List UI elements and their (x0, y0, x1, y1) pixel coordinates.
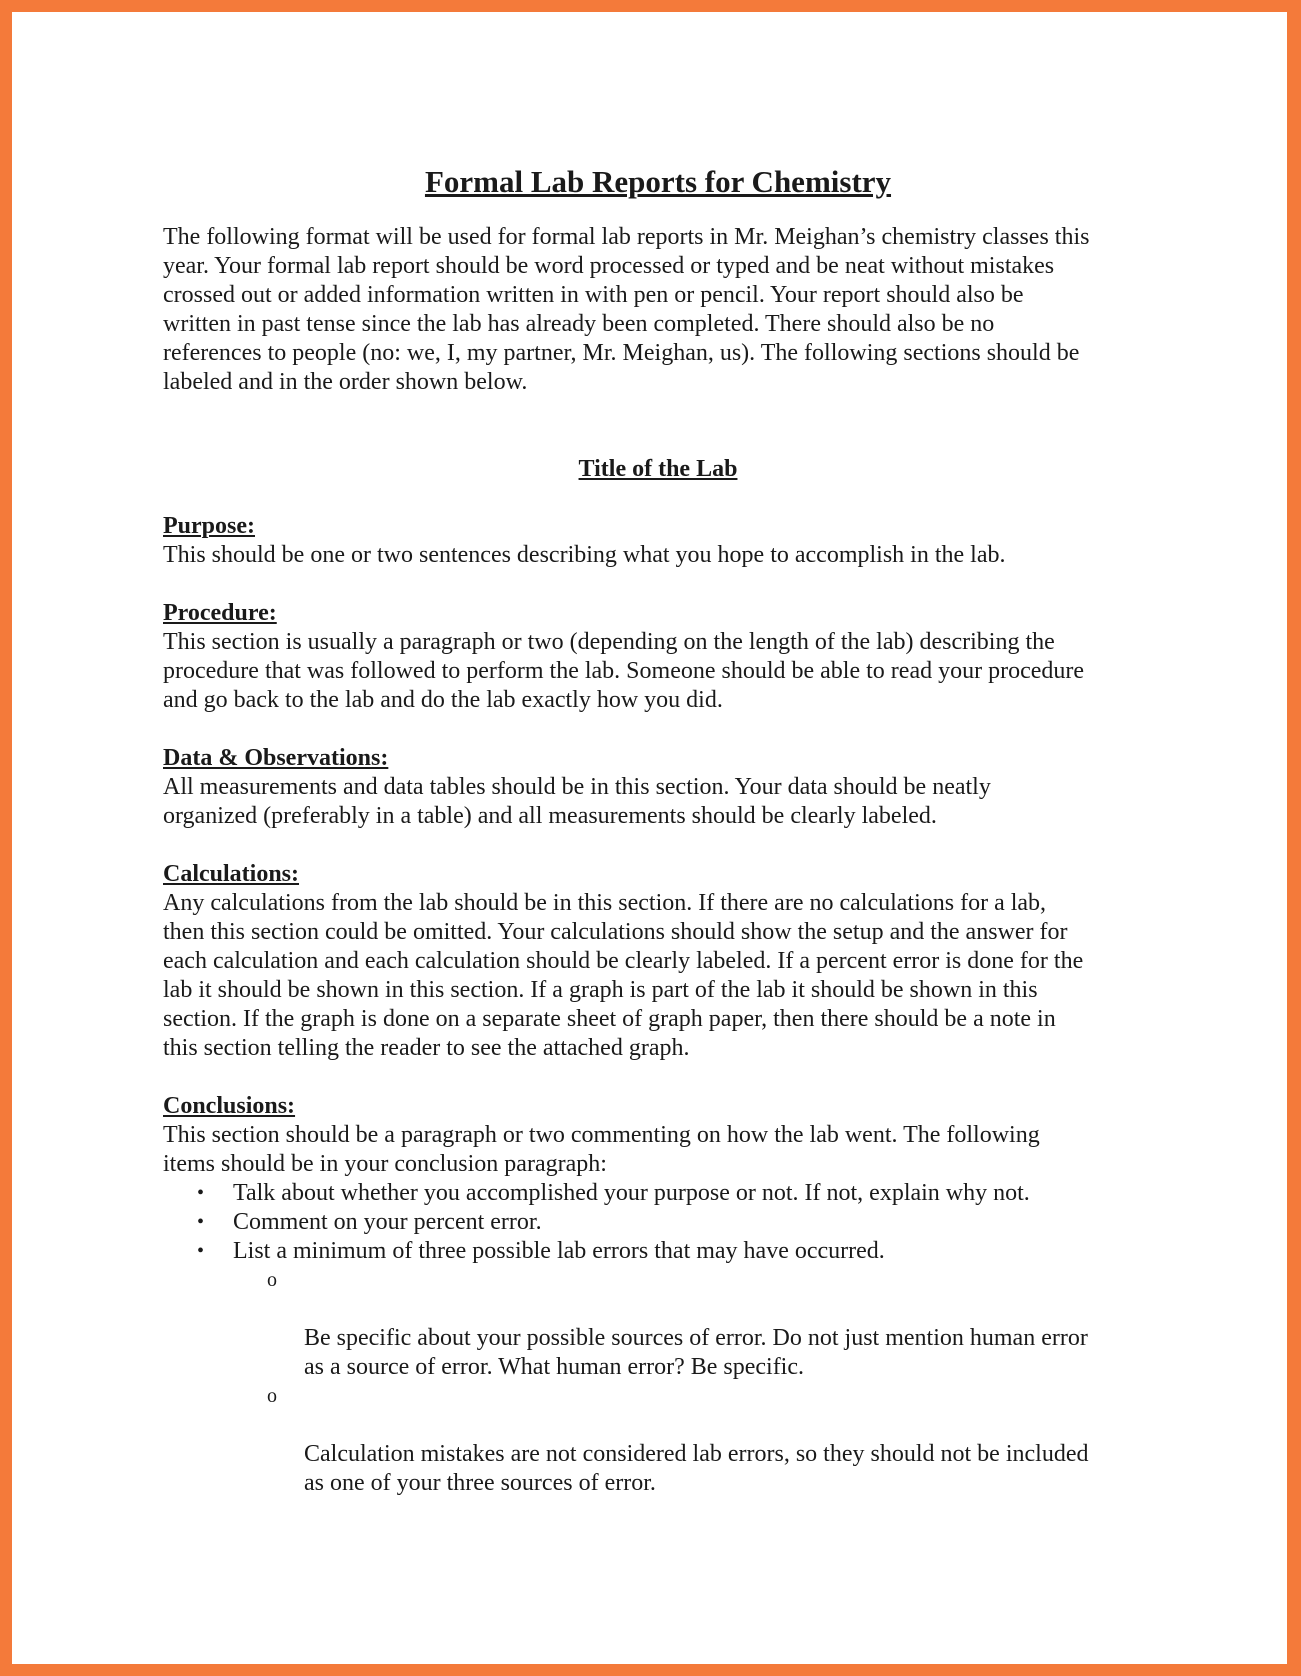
circle-bullet-icon: o (267, 1269, 277, 1291)
procedure-section (163, 599, 1153, 715)
conclusions-section (163, 1092, 1153, 1498)
document-title: Formal Lab Reports for Chemistry (424, 164, 892, 199)
circle-bullet-icon: o (267, 1385, 277, 1407)
conclusion-bullet-list (163, 1179, 1153, 1498)
bullet-icon: • (197, 1182, 205, 1204)
sub-bullet-text: Be specific about your possible sources of error. Do not just mention human error as a source of error. What human error? Be specific. (304, 1325, 1088, 1380)
sub-bullet-text: Calculation mistakes are not considered lab errors, so they should not be included as one of your three sources of error. (304, 1441, 1089, 1496)
lab-title-heading: Title of the Lab (578, 456, 738, 482)
sub-bullet-list (233, 1266, 1153, 1498)
list-item (163, 1237, 1153, 1498)
list-item (163, 1208, 1153, 1237)
data-observations-section (163, 744, 1153, 831)
data-observations-heading: Data & Observations: (163, 745, 389, 771)
document-sheet (12, 12, 1287, 1664)
list-item (163, 1179, 1153, 1208)
purpose-heading: Purpose: (163, 513, 255, 539)
calculations-section (163, 860, 1153, 1063)
bullet-icon: • (197, 1211, 205, 1233)
purpose-body: This should be one or two sentences describing what you hope to accomplish in the lab. (163, 542, 1006, 568)
calculations-body: Any calculations from the lab should be in this section. If there are no calculations for a lab, then this section could be omitted. Your calculations should show the setup and the answer for each calculation and each calculation should be clearly labeled. If a percent error is done for the lab it should be shown in this section. If a graph is part of the lab it should be shown in this section. If the graph is done on a separate sheet of graph paper, then there should be a note in this section telling the reader to see the attached graph. (163, 890, 1084, 1061)
procedure-body: This section is usually a paragraph or two (depending on the length of the lab) describing the procedure that was followed to perform the lab. Someone should be able to read your procedure and go back to the lab and do the lab exactly how you did. (163, 629, 1085, 713)
list-item (233, 1266, 1153, 1382)
purpose-section (163, 512, 1153, 570)
bullet-text: List a minimum of three possible lab errors that may have occurred. (233, 1238, 885, 1264)
conclusions-body: This section should be a paragraph or two commenting on how the lab went. The following items should be in your conclusion paragraph: (163, 1122, 1040, 1177)
bullet-text: Talk about whether you accomplished your purpose or not. If not, explain why not. (233, 1180, 1030, 1206)
intro-paragraph: The following format will be used for formal lab reports in Mr. Meighan’s chemistry classes this year. Your formal lab report should be word processed or typed and be neat without mistakes crossed out or added information written in with pen or pencil. Your report should also be written in past tense since the lab has already been completed. There should also be no references to people (no: we, I, my partner, Mr. Meighan, us). The following sections should be labeled and in the order shown below. (163, 224, 1090, 395)
calculations-heading: Calculations: (163, 861, 300, 887)
document-content (163, 164, 1153, 1527)
procedure-heading: Procedure: (163, 600, 277, 626)
data-observations-body: All measurements and data tables should be in this section. Your data should be neatly organized (preferably in a table) and all measurements should be clearly labeled. (163, 774, 991, 829)
list-item (233, 1382, 1153, 1498)
bullet-text: Comment on your percent error. (233, 1209, 542, 1235)
conclusions-heading: Conclusions: (163, 1093, 296, 1119)
bullet-icon: • (197, 1240, 205, 1262)
